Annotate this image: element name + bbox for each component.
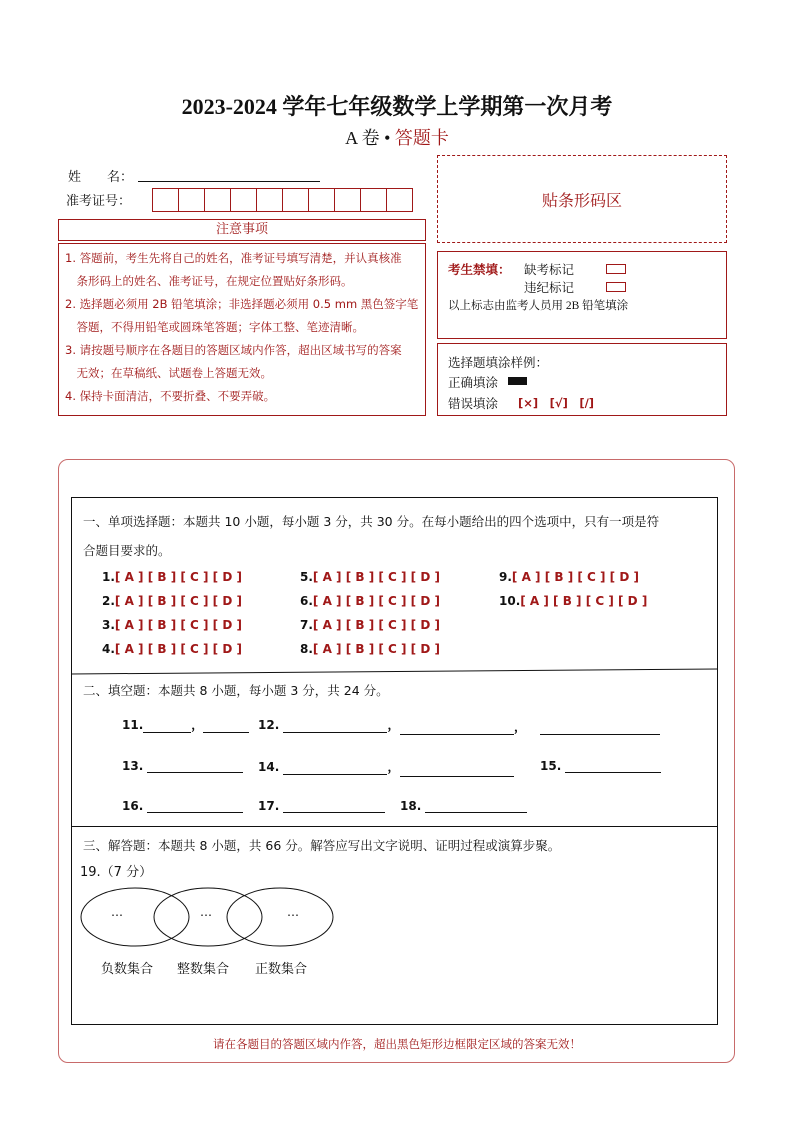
answer-blank[interactable] xyxy=(540,720,660,735)
id-digit-box[interactable] xyxy=(387,189,412,211)
sample-box xyxy=(437,343,727,416)
fill-question-14-part2 xyxy=(400,758,514,777)
fill-question-15: 15. xyxy=(540,758,661,773)
mc-question-5[interactable]: 5.[ A ] [ B ] [ C ] [ D ] xyxy=(300,570,440,584)
ban-note: 以上标志由监考人员用 2B 铅笔填涂 xyxy=(448,300,629,312)
question-19-label: 19.（7 分） xyxy=(80,865,153,880)
section-divider xyxy=(71,826,718,827)
notice-line: 条形码上的姓名、准考证号，在规定位置贴好条形码。 xyxy=(65,274,353,288)
positive-set-ellipsis: … xyxy=(287,905,299,919)
id-digit-box[interactable] xyxy=(231,189,257,211)
fill-question-11: 11. ， xyxy=(122,716,249,733)
fill-question-13: 13. xyxy=(122,758,243,773)
barcode-label: 贴条形码区 xyxy=(541,190,622,210)
mc-question-6[interactable]: 6.[ A ] [ B ] [ C ] [ D ] xyxy=(300,594,440,608)
section3-heading: 三、解答题：本题共 8 小题，共 66 分。解答应写出文字说明、证明过程或演算步聚。 xyxy=(83,838,561,853)
mc-question-3[interactable]: 3.[ A ] [ B ] [ C ] [ D ] xyxy=(102,618,242,632)
answer-blank[interactable] xyxy=(283,760,387,775)
name-label: 姓 名： xyxy=(68,170,134,185)
answer-blank[interactable] xyxy=(203,718,249,733)
section1-heading-cont: 合题目要求的。 xyxy=(83,543,171,558)
notice-line: 2. 选择题必须用 2B 铅笔填涂；非选择题必须用 0.5 mm 黑色签字笔 xyxy=(65,297,419,311)
subtitle-prefix: A 卷 • xyxy=(345,128,395,148)
correct-label: 正确填涂 xyxy=(448,375,499,390)
absent-mark-box[interactable] xyxy=(606,264,626,274)
integer-set-ellipsis: … xyxy=(200,905,212,919)
set-label-negative: 负数集合 xyxy=(101,962,154,977)
section2-heading: 二、填空题：本题共 8 小题，每小题 3 分，共 24 分。 xyxy=(83,683,389,698)
id-digit-box[interactable] xyxy=(309,189,335,211)
notice-line: 答题，不得用铅笔或圆珠笔答题；字体工整、笔迹清晰。 xyxy=(65,320,364,334)
name-field[interactable] xyxy=(138,180,320,182)
ban-label: 考生禁填： xyxy=(448,262,511,277)
notice-line: 4. 保持卡面清洁，不要折叠、不要弄破。 xyxy=(65,389,276,403)
notice-heading: 注意事项 xyxy=(58,219,426,241)
absent-label: 缺考标记 xyxy=(524,262,575,277)
mc-question-10[interactable]: 10.[ A ] [ B ] [ C ] [ D ] xyxy=(499,594,648,608)
fill-question-12-part3 xyxy=(540,716,660,735)
fill-question-12: 12. ， xyxy=(258,718,400,732)
answer-blank[interactable] xyxy=(283,718,387,733)
id-digit-box[interactable] xyxy=(205,189,231,211)
negative-set-ellipsis: … xyxy=(111,905,123,919)
mc-question-9[interactable]: 9.[ A ] [ B ] [ C ] [ D ] xyxy=(499,570,639,584)
subtitle-accent: 答题卡 xyxy=(394,128,449,148)
fill-question-17: 17. xyxy=(258,798,385,813)
wrong-label: 错误填涂 xyxy=(448,396,499,411)
notice-line: 1. 答题前，考生先将自己的姓名，准考证号填写清楚，并认真核准 xyxy=(65,251,402,265)
fill-question-16: 16. xyxy=(122,798,243,813)
section-divider xyxy=(71,666,718,676)
answer-blank[interactable] xyxy=(565,758,661,773)
id-number-boxes[interactable] xyxy=(152,188,413,212)
set-label-positive: 正数集合 xyxy=(255,962,308,977)
id-digit-box[interactable] xyxy=(257,189,283,211)
ban-box xyxy=(437,251,727,339)
answer-blank[interactable] xyxy=(147,758,243,773)
positive-set-ellipse[interactable] xyxy=(227,888,333,946)
page-title: 2023-2024 学年七年级数学上学期第一次月考 xyxy=(181,94,613,119)
mc-question-1[interactable]: 1.[ A ] [ B ] [ C ] [ D ] xyxy=(102,570,242,584)
mc-question-4[interactable]: 4.[ A ] [ B ] [ C ] [ D ] xyxy=(102,642,242,656)
barcode-area xyxy=(437,155,727,243)
wrong-marks: [×] [√] [/] xyxy=(518,396,595,410)
id-digit-box[interactable] xyxy=(179,189,205,211)
id-digit-box[interactable] xyxy=(335,189,361,211)
set-label-integer: 整数集合 xyxy=(177,962,230,977)
violation-label: 违纪标记 xyxy=(524,280,575,295)
answer-blank[interactable] xyxy=(143,718,191,733)
sample-title: 选择题填涂样例： xyxy=(448,355,549,370)
id-digit-box[interactable] xyxy=(153,189,179,211)
fill-question-14: 14. ， xyxy=(258,760,400,774)
id-label: 准考证号： xyxy=(66,194,132,209)
section1-heading: 一、单项选择题：本题共 10 小题，每小题 3 分，共 30 分。在每小题给出的四个选项中，只有一项是符 xyxy=(83,514,660,529)
answer-blank[interactable] xyxy=(400,762,514,777)
page-subtitle xyxy=(0,124,794,150)
fill-question-18: 18. xyxy=(400,798,527,813)
id-digit-box[interactable] xyxy=(283,189,309,211)
notice-line: 无效；在草稿纸、试题卷上答题无效。 xyxy=(65,366,272,380)
mc-question-8[interactable]: 8.[ A ] [ B ] [ C ] [ D ] xyxy=(300,642,440,656)
negative-set-ellipse[interactable] xyxy=(81,888,189,946)
id-digit-box[interactable] xyxy=(361,189,387,211)
fill-question-12-part2: ， xyxy=(400,716,526,735)
answer-blank[interactable] xyxy=(400,720,514,735)
footer-warning: 请在各题目的答题区域内作答，超出黑色矩形边框限定区域的答案无效！ xyxy=(213,1037,581,1051)
answer-blank[interactable] xyxy=(425,798,527,813)
mc-question-7[interactable]: 7.[ A ] [ B ] [ C ] [ D ] xyxy=(300,618,440,632)
notice-line: 3. 请按题号顺序在各题目的答题区域内作答，超出区域书写的答案 xyxy=(65,343,402,357)
notice-box xyxy=(58,243,426,416)
answer-blank[interactable] xyxy=(147,798,243,813)
violation-mark-box[interactable] xyxy=(606,282,626,292)
answer-blank[interactable] xyxy=(283,798,385,813)
filled-mark xyxy=(508,377,527,385)
mc-question-2[interactable]: 2.[ A ] [ B ] [ C ] [ D ] xyxy=(102,594,242,608)
